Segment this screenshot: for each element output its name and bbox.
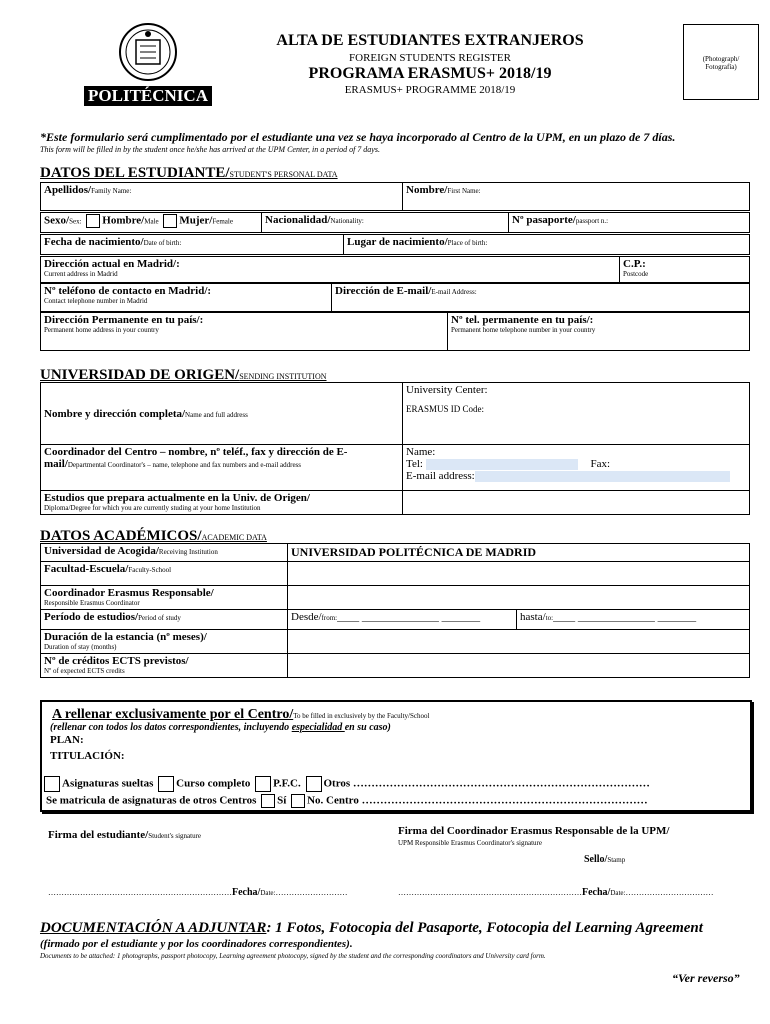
asignaturas-checkbox[interactable] <box>44 776 60 792</box>
programme-title-en: ERASMUS+ PROGRAMME 2018/19 <box>344 84 516 96</box>
cp-field[interactable]: C.P.: Postcode <box>620 257 750 283</box>
academic-table <box>40 543 750 678</box>
curso-checkbox[interactable] <box>158 776 174 792</box>
centro-options-row: Asignaturas sueltas Curso completo P.F.C. Otros ……………………………………………………………………… <box>42 776 650 792</box>
nombre-field[interactable]: Nombre/First Name: <box>403 183 750 211</box>
email-field[interactable]: Dirección de E-mail/E-mail Address: <box>332 284 750 312</box>
centro-note: (rellenar con todos los datos correspondientes, incluyendo especialidad en su caso) <box>50 722 391 733</box>
centro-title: A rellenar exclusivamente por el Centro/To be filled in exclusively by the Faculty/School <box>52 707 430 722</box>
creditos-label: Nº de créditos ECTS previstos/ Nº of expected ECTS credits <box>41 654 288 678</box>
periodo-label: Período de estudios/Period of study <box>41 610 288 630</box>
docs-signed: (firmado por el estudiante y por los coordinadores correspondientes). <box>40 938 353 950</box>
form-subtitle-en: FOREIGN STUDENTS REGISTER <box>349 52 511 64</box>
personal-row-contact <box>40 283 750 312</box>
hasta-field[interactable]: hasta/to:____ ______________ _______ <box>517 610 750 630</box>
coord-value[interactable] <box>288 586 750 610</box>
origin-section-title: UNIVERSIDAD DE ORIGEN/SENDING INSTITUTION <box>40 367 327 383</box>
si-checkbox[interactable] <box>261 794 275 808</box>
direccion-field[interactable]: Dirección actual en Madrid/: Current address in Madrid <box>41 257 620 283</box>
plan-label: PLAN: <box>50 734 84 746</box>
female-checkbox[interactable] <box>163 214 177 228</box>
personal-row-address <box>40 256 750 283</box>
firma-coordinador: Firma del Coordinador Erasmus Responsable de la UPM/ <box>398 825 670 837</box>
pasaporte-field[interactable]: Nº pasaporte/passport n.: <box>509 213 750 233</box>
programme-title: PROGRAMA ERASMUS+ 2018/19 <box>308 65 552 82</box>
university-center-field[interactable]: University Center: ERASMUS ID Code: <box>403 383 750 445</box>
coordinator-contact[interactable]: Name: Tel: Fax: E-mail address: <box>403 445 750 491</box>
photo-label: (Photograph/ Fotografía) <box>702 55 740 71</box>
ver-reverso: “Ver reverso” <box>672 971 740 985</box>
personal-row-permanent <box>40 312 750 351</box>
personal-section-title: DATOS DEL ESTUDIANTE/STUDENT'S PERSONAL DATA <box>40 165 338 181</box>
lugar-nac-field[interactable]: Lugar de nacimiento/Place of birth: <box>344 235 750 255</box>
otros-checkbox[interactable] <box>306 776 322 792</box>
coordinador-field[interactable]: Coordinador del Centro – nombre, nº teléf., fax y dirección de E-mail/Departmental Coordinator's – name, telephone and fax numbers and e-mail address <box>41 445 403 491</box>
firma-estudiante: Firma del estudiante/Student's signature <box>48 829 202 841</box>
pfc-checkbox[interactable] <box>255 776 271 792</box>
facultad-value[interactable] <box>288 562 750 586</box>
personal-row-birth <box>40 234 750 255</box>
personal-row-sex <box>40 212 750 233</box>
univ-acogida-label: Universidad de Acogida/Receiving Institution <box>41 544 288 562</box>
titulacion-label: TITULACIÓN: <box>50 750 125 762</box>
nacionalidad-field[interactable]: Nacionalidad/Nationality: <box>262 213 509 233</box>
facultad-label: Facultad-Escuela/Faculty-School <box>41 562 288 586</box>
intro-es: *Este formulario será cumplimentado por el estudiante una vez se haya incorporado al Centro de la UPM, en un plazo de 7 días. <box>40 130 676 144</box>
dir-perm-field[interactable]: Dirección Permanente en tu país/: Permanent home address in your country <box>41 313 448 351</box>
estudios-value[interactable] <box>403 491 750 515</box>
photo-box[interactable] <box>683 24 759 100</box>
male-checkbox[interactable] <box>86 214 100 228</box>
sello: Sello/Stamp <box>584 854 626 865</box>
nombre-dir-field[interactable]: Nombre y dirección completa/Name and full address <box>41 383 403 445</box>
fecha-nac-field[interactable]: Fecha de nacimiento/Date of birth: <box>41 235 344 255</box>
form-title: ALTA DE ESTUDIANTES EXTRANJEROS <box>276 32 584 49</box>
fecha-estudiante[interactable]: ……………………………………………………………Fecha/Date:……………………… <box>48 887 348 898</box>
matricula-row: Se matricula de asignaturas de otros Centros Sí No. Centro …………………………………………………………………… <box>46 794 648 807</box>
origin-table <box>40 382 750 515</box>
telefono-field[interactable]: Nº teléfono de contacto en Madrid/: Contact telephone number in Madrid <box>41 284 332 312</box>
upm-logo <box>84 22 212 108</box>
personal-data-table <box>40 182 750 211</box>
docs-heading: DOCUMENTACIÓN A ADJUNTAR: 1 Fotos, Fotocopia del Pasaporte, Fotocopia del Learning Agreement <box>40 920 703 936</box>
sexo-field: Sexo/Sex: Hombre/Male Mujer/Female <box>41 213 262 233</box>
desde-field[interactable]: Desde/from:____ ______________ _______ <box>288 610 517 630</box>
estudios-field[interactable]: Estudios que prepara actualmente en la Univ. de Origen/ Diploma/Degree for which you are currently studing at your home Institution <box>41 491 403 515</box>
duracion-value[interactable] <box>288 630 750 654</box>
academic-section-title: DATOS ACADÉMICOS/ACADEMIC DATA <box>40 528 267 544</box>
coord-label: Coordinador Erasmus Responsable/ Responsible Erasmus Coordinator <box>41 586 288 610</box>
tel-perm-field[interactable]: Nº tel. permanente en tu país/: Permanent home telephone number in your country <box>448 313 750 351</box>
creditos-value[interactable] <box>288 654 750 678</box>
docs-en: Documents to be attached: 1 photographs, passport photocopy, Learning agreement photocopy, signed by the student and the corresponding coordinators and University card form. <box>40 952 546 960</box>
intro-en: This form will be filled in by the student once he/she has arrived at the UPM Center, in a period of 7 days. <box>40 145 380 154</box>
no-checkbox[interactable] <box>291 794 305 808</box>
apellidos-field[interactable]: Apellidos/Family Name: <box>41 183 403 211</box>
centro-box <box>40 700 752 812</box>
fecha-coordinador[interactable]: ……………………………………………………………Fecha/Date:…………………………… <box>398 887 714 898</box>
logo-text: POLITÉCNICA <box>84 86 212 106</box>
univ-acogida-value: UNIVERSIDAD POLITÉCNICA DE MADRID <box>288 544 750 562</box>
firma-coordinador-en: UPM Responsible Erasmus Coordinator's signature <box>398 839 542 847</box>
duracion-label: Duración de la estancia (nº meses)/ Duration of stay (months) <box>41 630 288 654</box>
